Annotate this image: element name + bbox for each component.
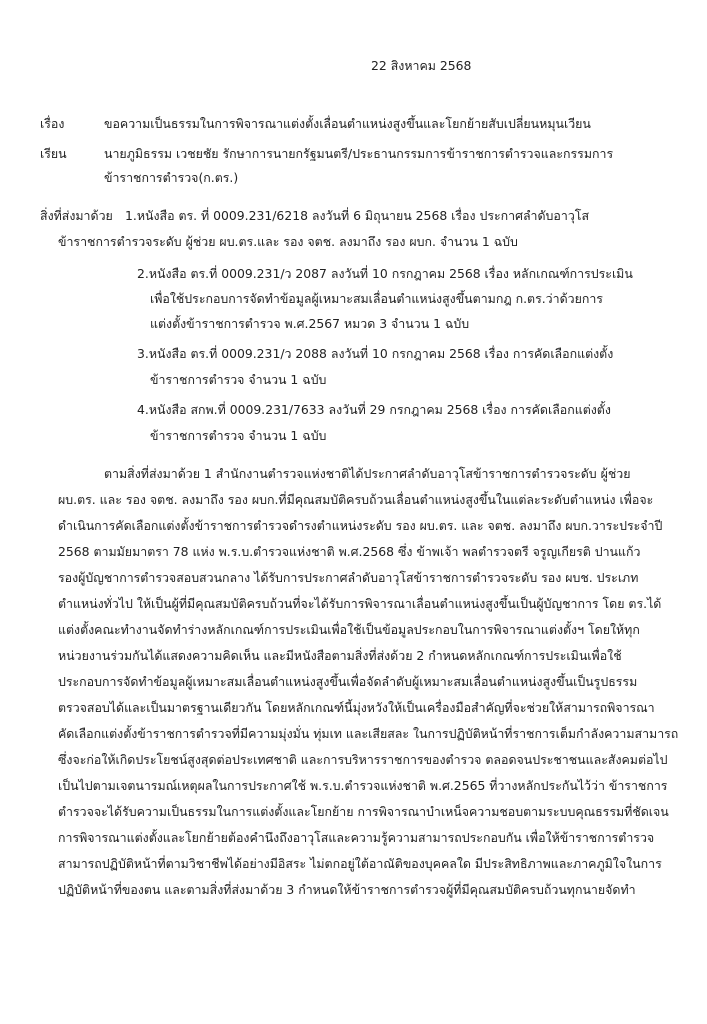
enclosure-line: แต่งตั้งข้าราชการตำรวจ พ.ศ.2567 หมวด 3 จำนวน 1 ฉบับ <box>150 316 470 331</box>
enclosure-line: ข้าราชการตำรวจ จำนวน 1 ฉบับ <box>150 372 327 387</box>
body-line: ตำรวจจะได้รับความเป็นธรรมในการแต่งตั้งและโยกย้าย การพิจารณาบำเหน็จความชอบตามระบบคุณธรรมที่ชัดเจน <box>58 804 669 819</box>
body-line: ผบ.ตร. และ รอง จตช. ลงมาถึง รอง ผบก.ที่มีคุณสมบัติครบถ้วนเลื่อนตำแหน่งสูงขึ้นในแต่ละระดับตำแหน่ง เพื่อจะ <box>58 492 654 507</box>
enclosure-line: ข้าราชการตำรวจ จำนวน 1 ฉบับ <box>150 428 327 443</box>
enclosure-line: 3.หนังสือ ตร.ที่ 0009.231/ว 2088 ลงวันที่ 10 กรกฎาคม 2568 เรื่อง การคัดเลือกแต่งตั้ง <box>137 346 614 361</box>
body-line: รองผู้บัญชาการตำรวจสอบสวนกลาง ได้รับการประกาศลำดับอาวุโสข้าราชการตำรวจระดับ รอง ผบช. ประเภท <box>58 570 639 585</box>
enclosures-label: สิ่งที่ส่งมาด้วย <box>40 208 113 223</box>
enclosure-line: 4.หนังสือ สกพ.ที่ 0009.231/7633 ลงวันที่ 29 กรกฎาคม 2568 เรื่อง การคัดเลือกแต่งตั้ง <box>137 402 611 417</box>
enclosure-line: ข้าราชการตำรวจระดับ ผู้ช่วย ผบ.ตร.และ รอง จตช. ลงมาถึง รอง ผบก. จำนวน 1 ฉบับ <box>58 234 518 249</box>
to-line: ข้าราชการตำรวจ(ก.ตร.) <box>104 170 239 185</box>
body-line: แต่งตั้งคณะทำงานจัดทำร่างหลักเกณฑ์การประเมินเพื่อใช้เป็นข้อมูลประกอบในการพิจารณาแต่งตั้งฯ โดยให้ทุก <box>58 622 640 637</box>
body-line: เป็นไปตามเจตนารมณ์เหตุผลในการประกาศใช้ พ.ร.บ.ตำรวจแห่งชาติ พ.ศ.2565 ที่วางหลักประกันไว้ว่า ข้าราชการ <box>58 778 668 793</box>
enclosure-line: 1.หนังสือ ตร. ที่ 0009.231/6218 ลงวันที่ 6 มิถุนายน 2568 เรื่อง ประกาศลำดับอาวุโส <box>125 208 590 223</box>
body-line: หน่วยงานร่วมกันได้แสดงความคิดเห็น และมีหนังสือตามสิ่งที่ส่งด้วย 2 กำหนดหลักเกณฑ์การประเมินเพื่อใช้ <box>58 648 622 663</box>
body-line: ดำเนินการคัดเลือกแต่งตั้งข้าราชการตำรวจดำรงตำแหน่งระดับ รอง ผบ.ตร. และ จตช. ลงมาถึง ผบก.วาระประจำปี <box>58 518 663 533</box>
letter-date: 22 สิงหาคม 2568 <box>371 58 472 73</box>
subject-text: ขอความเป็นธรรมในการพิจารณาแต่งตั้งเลื่อนตำแหน่งสูงขึ้นและโยกย้ายสับเปลี่ยนหมุนเวียน <box>104 116 591 131</box>
subject-label: เรื่อง <box>40 116 65 131</box>
enclosure-line: 2.หนังสือ ตร.ที่ 0009.231/ว 2087 ลงวันที่ 10 กรกฎาคม 2568 เรื่อง หลักเกณฑ์การประเมิน <box>137 266 633 281</box>
body-line: 2568 ตามมัยมาตรา 78 แห่ง พ.ร.บ.ตำรวจแห่งชาติ พ.ศ.2568 ซึ่ง ข้าพเจ้า พลตำรวจตรี จรูญเกียรติ ปานแก้ว <box>58 544 641 559</box>
enclosure-line: เพื่อใช้ประกอบการจัดทำข้อมูลผู้เหมาะสมเลื่อนตำแหน่งสูงขึ้นตามกฎ ก.ตร.ว่าด้วยการ <box>150 291 603 306</box>
to-line: นายภูมิธรรม เวชยชัย รักษาการนายกรัฐมนตรี/ประธานกรรมการข้าราชการตำรวจและกรรมการ <box>104 146 614 161</box>
body-line: การพิจารณาแต่งตั้งและโยกย้ายต้องคำนึงถึงอาวุโสและความรู้ความสามารถประกอบกัน เพื่อให้ข้าราชการตำรวจ <box>58 830 655 845</box>
body-line: คัดเลือกแต่งตั้งข้าราชการตำรวจที่มีความมุ่งมั่น ทุ่มเท และเสียสละ ในการปฏิบัติหน้าที่ราชการเต็มกำลังความสามารถ <box>58 726 679 741</box>
body-line: ประกอบการจัดทำข้อมูลผู้เหมาะสมเลื่อนตำแหน่งสูงขึ้นเพื่อจัดลำดับผู้เหมาะสมเลื่อนตำแหน่งสูงขึ้นเป็นรูปธรรม <box>58 674 638 689</box>
body-line: ตามสิ่งที่ส่งมาด้วย 1 สำนักงานตำรวจแห่งชาติได้ประกาศลำดับอาวุโสข้าราชการตำรวจระดับ ผู้ช่วย <box>104 466 631 481</box>
body-line: ปฏิบัติหน้าที่ของตน และตามสิ่งที่ส่งมาด้วย 3 กำหนดให้ข้าราชการตำรวจผู้ที่มีคุณสมบัติครบถ้วนทุกนายจัดทำ <box>58 882 636 897</box>
body-line: ตำแหน่งทั่วไป ให้เป็นผู้ที่มีคุณสมบัติครบถ้วนที่จะได้รับการพิจารณาเลื่อนตำแหน่งสูงขึ้นเป็นผู้บัญชาการ โดย ตร.ได้ <box>58 596 662 611</box>
body-line: สามารถปฏิบัติหน้าที่ตามวิชาชีพได้อย่างมีอิสระ ไม่ตกอยู่ใต้อาณัติของบุคคลใด มีประสิทธิภาพและภาคภูมิใจในการ <box>58 856 662 871</box>
body-line: ซึ่งจะก่อให้เกิดประโยชน์สูงสุดต่อประเทศชาติ และการบริหารราชการของตำรวจ ตลอดจนประชาชนและสังคมต่อไป <box>58 752 668 767</box>
to-label: เรียน <box>40 146 67 161</box>
body-line: ตรวจสอบได้และเป็นมาตรฐานเดียวกัน โดยหลักเกณฑ์นี้มุ่งหวังให้เป็นเครื่องมือสำคัญที่จะช่วยให้สามารถพิจารณา <box>58 700 655 715</box>
